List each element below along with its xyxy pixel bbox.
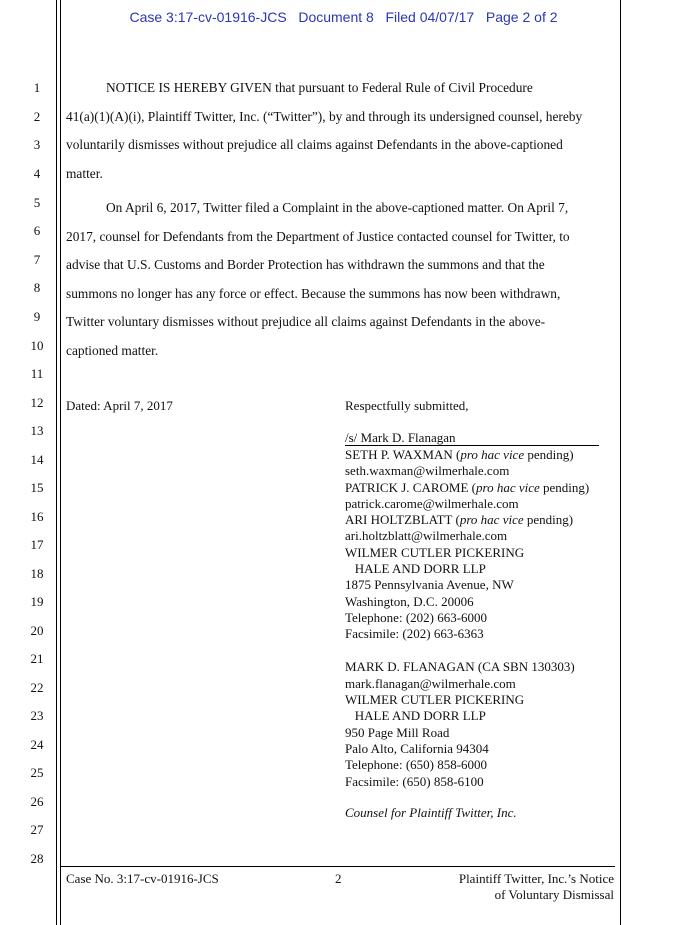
body-line: 2017, counsel for Defendants from the Department of Justice contacted counsel for Twitter, to [66,229,570,244]
line-number: 24 [30,737,44,752]
body-line: summons no longer has any force or effect. Because the summons has now been withdrawn, [66,286,561,301]
body-line: advise that U.S. Customs and Border Protection has withdrawn the summons and that the [66,257,545,272]
line-number: 5 [33,195,41,210]
line-number: 2 [33,109,41,124]
firm-city: Washington, D.C. 20006 [345,594,474,609]
line-number: 3 [33,137,41,152]
respectfully-submitted: Respectfully submitted, [345,398,469,413]
attorney-waxman: SETH P. WAXMAN (pro hac vice pending) [345,447,574,462]
line-number: 16 [30,509,44,524]
firm-name-cont: HALE AND DORR LLP [345,561,486,576]
footer-case-number: Case No. 3:17-cv-01916-JCS [66,871,219,886]
body-line: captioned matter. [66,343,159,358]
left-margin-rule-inner [60,0,61,925]
counsel-for-line: Counsel for Plaintiff Twitter, Inc. [345,805,517,820]
line-number: 4 [33,166,41,181]
line-number: 22 [30,680,44,695]
footer-rule [60,866,615,867]
line-number: 18 [30,566,44,581]
attorney-email: mark.flanagan@wilmerhale.com [345,676,516,691]
right-margin-rule [620,0,621,925]
attorney-flanagan: MARK D. FLANAGAN (CA SBN 130303) [345,659,575,674]
firm-name: WILMER CUTLER PICKERING [345,545,525,560]
firm-telephone: Telephone: (202) 663-6000 [345,610,488,625]
signature-line [345,445,599,446]
line-number: 14 [30,452,44,467]
line-number: 25 [30,765,44,780]
attorney-carome: PATRICK J. CAROME (pro hac vice pending) [345,480,590,495]
firm-address: 950 Page Mill Road [345,725,450,740]
line-number: 10 [30,338,44,353]
footer-page-number: 2 [335,871,342,886]
firm-facsimile: Facsimile: (202) 663-6363 [345,626,484,641]
line-number: 12 [30,395,44,410]
electronic-signature: /s/ Mark D. Flanagan [345,430,456,445]
line-number: 1 [33,80,41,95]
attorney-email: seth.waxman@wilmerhale.com [345,463,510,478]
line-number: 15 [30,480,44,495]
line-number: 7 [33,252,41,267]
firm-name-cont: HALE AND DORR LLP [345,708,486,723]
line-number: 8 [33,280,41,295]
body-line: On April 6, 2017, Twitter filed a Complaint in the above-captioned matter. On April 7, [106,200,569,215]
line-number: 26 [30,794,44,809]
attorney-email: ari.holtzblatt@wilmerhale.com [345,528,508,543]
left-margin-rule-outer [56,0,57,925]
line-number: 19 [30,594,44,609]
line-number: 9 [33,309,41,324]
firm-address: 1875 Pennsylvania Avenue, NW [345,577,514,592]
footer-doc-title-cont: of Voluntary Dismissal [494,887,614,902]
footer-doc-title: Plaintiff Twitter, Inc.’s Notice [458,871,614,886]
attorney-email: patrick.carome@wilmerhale.com [345,496,519,511]
line-number: 20 [30,623,44,638]
line-number: 6 [33,223,41,238]
dated-line: Dated: April 7, 2017 [66,398,173,413]
firm-telephone: Telephone: (650) 858-6000 [345,757,488,772]
body-line: Twitter voluntary dismisses without prejudice all claims against Defendants in the above- [66,314,546,329]
body-line: NOTICE IS HEREBY GIVEN that pursuant to Federal Rule of Civil Procedure [106,80,533,95]
ecf-filing-header: Case 3:17-cv-01916-JCS Document 8 Filed 04/07/17 Page 2 of 2 [129,9,558,25]
firm-city: Palo Alto, California 94304 [345,741,489,756]
attorney-holtzblatt: ARI HOLTZBLATT (pro hac vice pending) [345,512,574,527]
body-line: voluntarily dismisses without prejudice all claims against Defendants in the above-captioned [66,137,563,152]
line-number: 27 [30,822,44,837]
line-number: 23 [30,708,44,723]
line-number: 21 [30,651,44,666]
body-line: matter. [66,166,103,181]
line-number: 13 [30,423,44,438]
body-line: 41(a)(1)(A)(i), Plaintiff Twitter, Inc. (“Twitter”), by and through its undersigned counsel, hereby [66,109,583,124]
line-number: 17 [30,537,44,552]
firm-facsimile: Facsimile: (650) 858-6100 [345,774,484,789]
firm-name: WILMER CUTLER PICKERING [345,692,525,707]
line-number: 11 [30,366,44,381]
line-number: 28 [30,851,44,866]
